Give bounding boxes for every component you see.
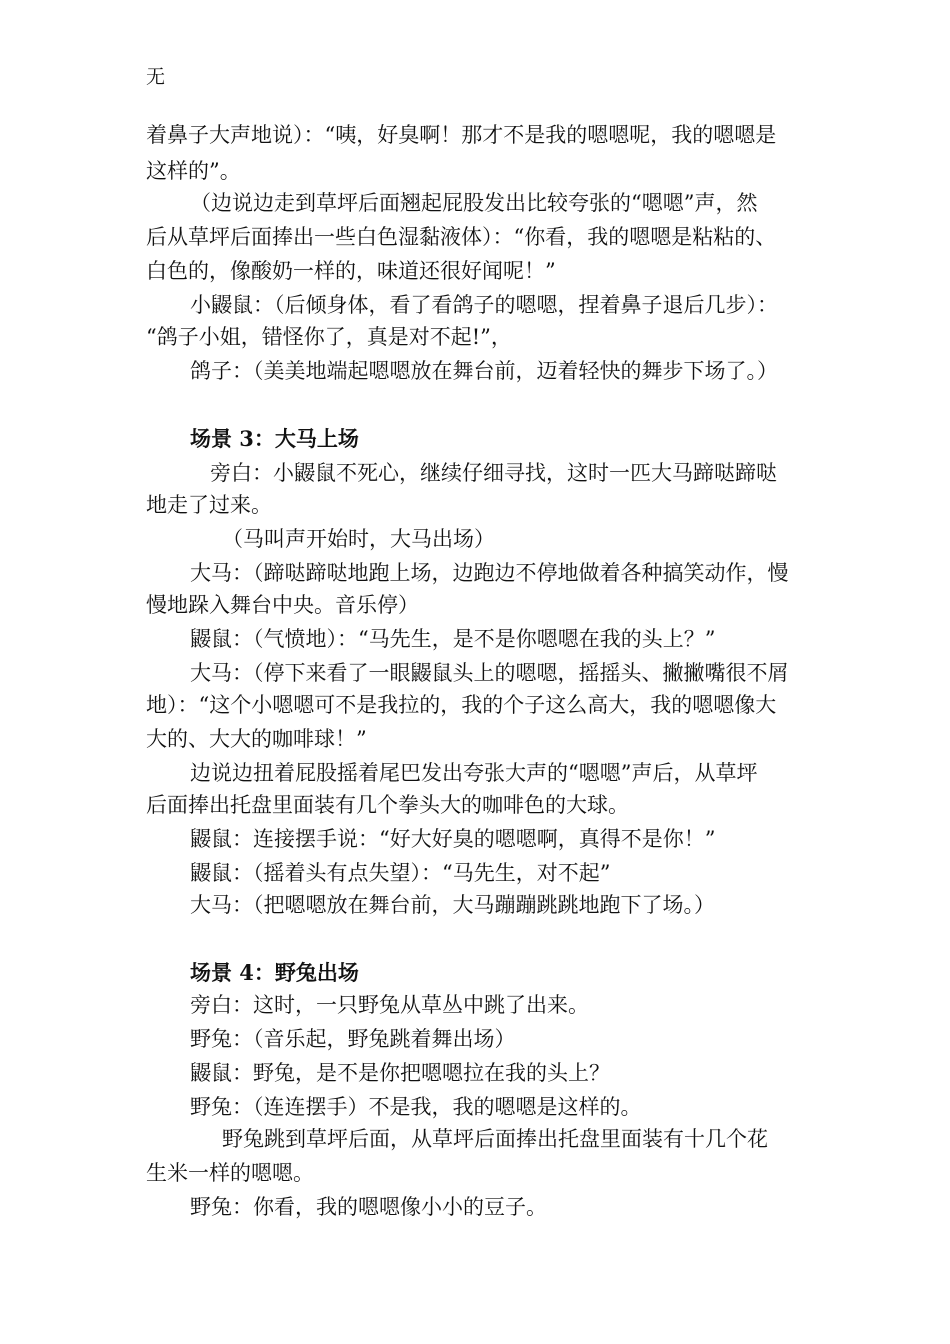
text-line: 鼹鼠：（气愤地）：“马先生，是不是你嗯嗯在我的头上？” xyxy=(190,627,716,651)
text-line: 野兔跳到草坪后面，从草坪后面捧出托盘里面装有十几个花 xyxy=(222,1127,768,1151)
text-line: 地）：“这个小嗯嗯可不是我拉的，我的个子这么高大，我的嗯嗯像大 xyxy=(146,693,777,717)
text-line: 旁白：小鼹鼠不死心，继续仔细寻找，这时一匹大马蹄哒蹄哒 xyxy=(210,461,777,485)
text-line: 这样的”。 xyxy=(146,159,241,183)
text-line: 生米一样的嗯嗯。 xyxy=(146,1161,314,1185)
text-line: （边说边走到草坪后面翘起屁股发出比较夸张的“嗯嗯”声，然 xyxy=(190,191,758,215)
text-line: 后从草坪后面捧出一些白色湿黏液体）：“你看，我的嗯嗯是粘粘的、 xyxy=(146,225,777,249)
text-line: 野兔：你看，我的嗯嗯像小小的豆子。 xyxy=(190,1195,547,1219)
text-line: 大马：（蹄哒蹄哒地跑上场，边跑边不停地做着各种搞笑动作，慢 xyxy=(190,561,789,585)
text-line: 旁白：这时，一只野兔从草丛中跳了出来。 xyxy=(190,993,589,1017)
text-line: 着鼻子大声地说）：“咦，好臭啊！那才不是我的嗯嗯呢，我的嗯嗯是 xyxy=(146,123,777,147)
page-header: 无 xyxy=(146,66,166,88)
scene-heading: 场景 3：大马上场 xyxy=(190,426,359,451)
text-line: 大马：（把嗯嗯放在舞台前，大马蹦蹦跳跳地跑下了场。） xyxy=(190,893,715,917)
text-line: 边说边扭着屁股摇着尾巴发出夸张大声的“嗯嗯”声后，从草坪 xyxy=(190,761,758,785)
text-line: 野兔：（连连摆手）不是我，我的嗯嗯是这样的。 xyxy=(190,1095,642,1119)
scene-heading: 场景 4：野兔出场 xyxy=(190,960,359,985)
text-line: 鼹鼠：（摇着头有点失望）：“马先生，对不起” xyxy=(190,861,611,885)
text-line: 慢地跺入舞台中央。音乐停） xyxy=(146,593,419,617)
text-line: 鸽子：（美美地端起嗯嗯放在舞台前，迈着轻快的舞步下场了。） xyxy=(190,359,778,383)
text-line: 小鼹鼠：（后倾身体，看了看鸽子的嗯嗯，捏着鼻子退后几步）： xyxy=(190,293,778,317)
text-line: 大的、大大的咖啡球！” xyxy=(146,727,367,751)
text-line: 鼹鼠：野兔，是不是你把嗯嗯拉在我的头上？ xyxy=(190,1061,610,1085)
text-line: 白色的，像酸奶一样的，味道还很好闻呢！” xyxy=(146,259,556,283)
text-line: 地走了过来。 xyxy=(146,493,272,517)
text-line: “鸽子小姐，错怪你了，真是对不起!”， xyxy=(146,325,512,349)
text-line: 后面捧出托盘里面装有几个拳头大的咖啡色的大球。 xyxy=(146,793,629,817)
text-line: （马叫声开始时，大马出场） xyxy=(222,527,495,551)
text-line: 大马：（停下来看了一眼鼹鼠头上的嗯嗯，摇摇头、撇撇嘴很不屑 xyxy=(190,661,789,685)
text-line: 野兔：（音乐起，野兔跳着舞出场） xyxy=(190,1027,516,1051)
text-line: 鼹鼠：连接摆手说：“好大好臭的嗯嗯啊，真得不是你！” xyxy=(190,827,716,851)
